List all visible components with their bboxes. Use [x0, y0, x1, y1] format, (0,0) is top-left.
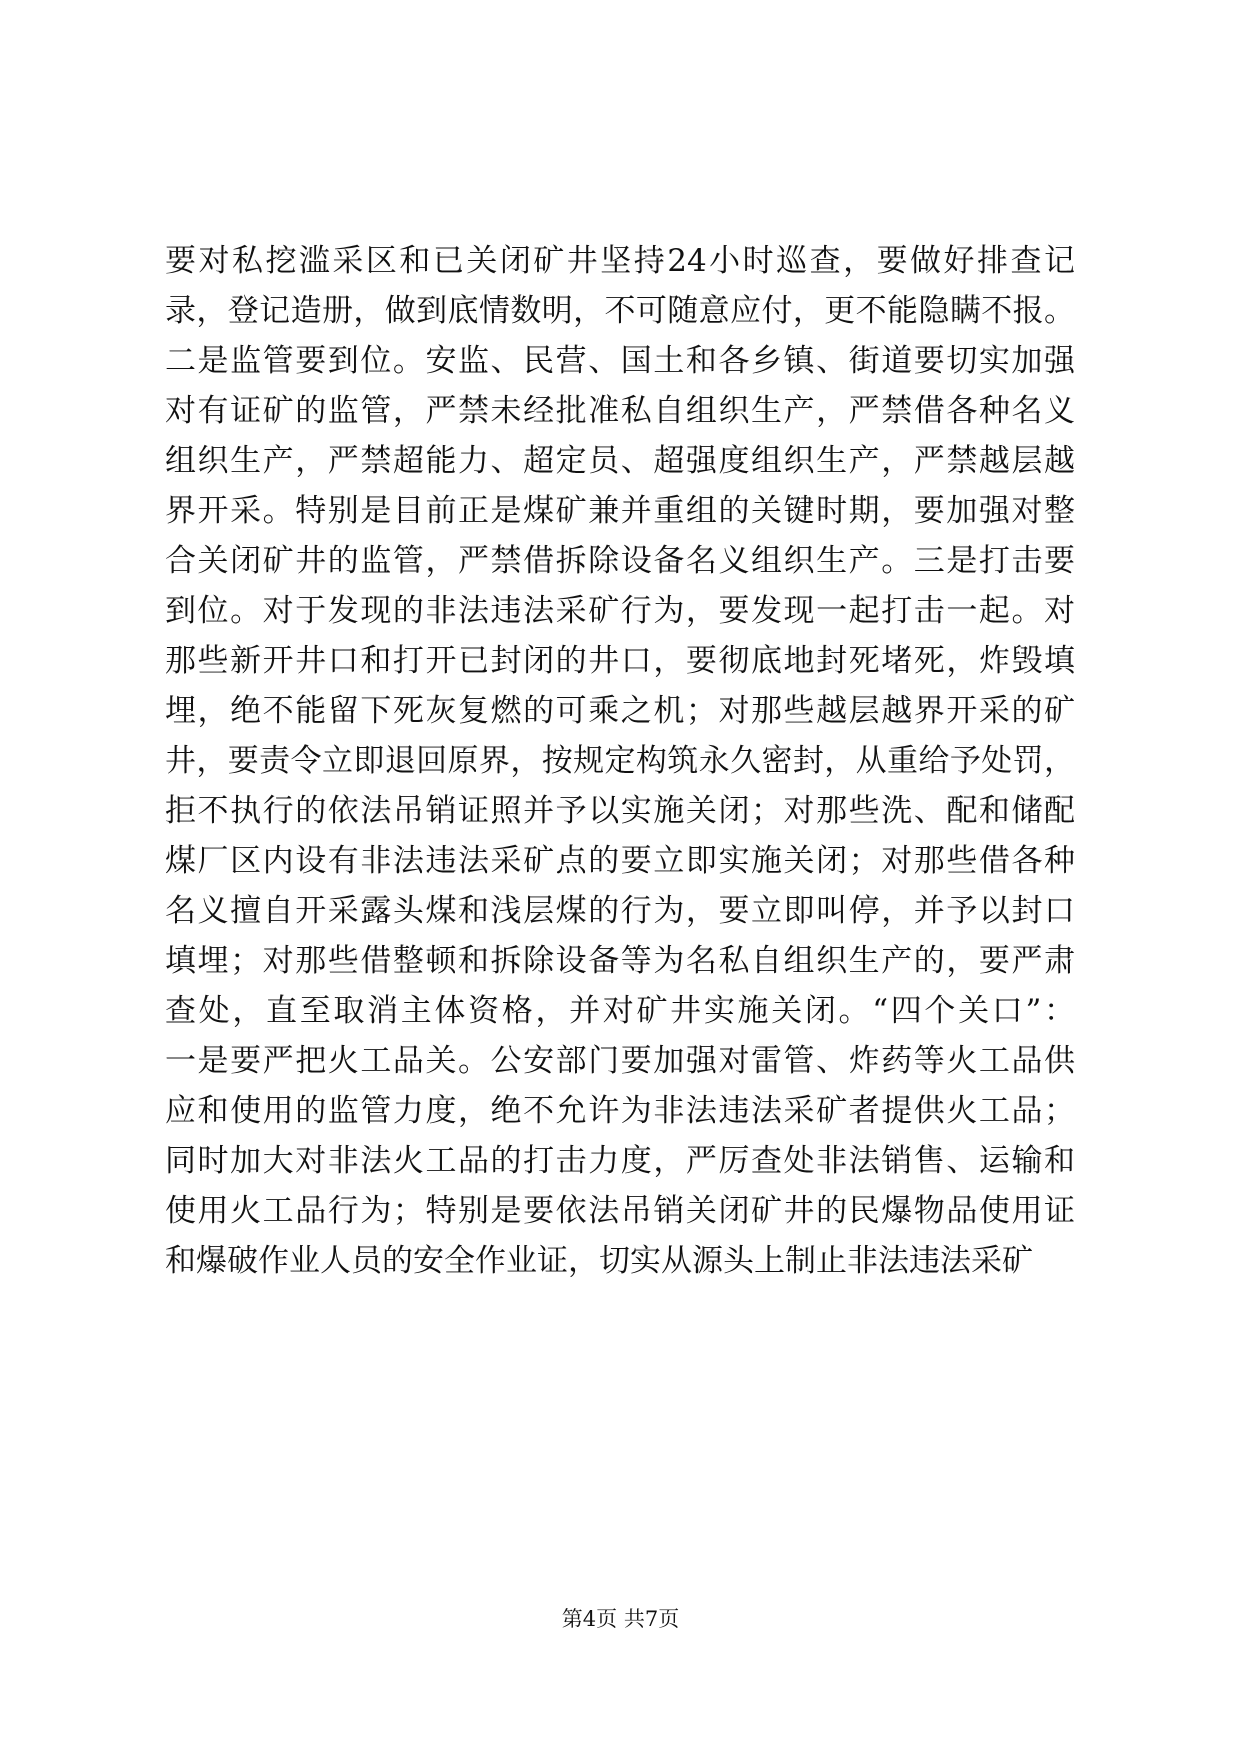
- text-line: 对有证矿的监管，严禁未经批准私自组织生产，严禁借各种名义: [165, 393, 1075, 429]
- text-line: 煤厂区内设有非法违法采矿点的要立即实施关闭；对那些借各种: [165, 843, 1075, 879]
- text-line: 应和使用的监管力度，绝不允许为非法违法采矿者提供火工品；: [165, 1093, 1075, 1129]
- text-line: 到位。对于发现的非法违法采矿行为，要发现一起打击一起。对: [165, 593, 1075, 629]
- page-footer: [0, 1604, 1241, 1634]
- text-line: 组织生产，严禁超能力、超定员、超强度组织生产，严禁越层越: [165, 443, 1075, 479]
- body-text: [165, 236, 1075, 1286]
- text-line: 要对私挖滥采区和已关闭矿井坚持24小时巡查，要做好排查记: [165, 243, 1075, 279]
- text-line: 二是监管要到位。安监、民营、国土和各乡镇、街道要切实加强: [165, 343, 1075, 379]
- text-line: 那些新开井口和打开已封闭的井口，要彻底地封死堵死，炸毁填: [165, 643, 1075, 679]
- page-number: 第4页 共7页: [561, 1607, 680, 1631]
- text-line: 录，登记造册，做到底情数明，不可随意应付，更不能隐瞒不报。: [165, 293, 1075, 329]
- text-line: 查处，直至取消主体资格，并对矿井实施关闭。“四个关口”：: [165, 993, 1075, 1029]
- text-line: 填埋；对那些借整顿和拆除设备等为名私自组织生产的，要严肃: [165, 943, 1075, 979]
- text-line: 和爆破作业人员的安全作业证，切实从源头上制止非法违法采矿: [165, 1243, 1033, 1279]
- text-line: 埋，绝不能留下死灰复燃的可乘之机；对那些越层越界开采的矿: [165, 693, 1075, 729]
- text-line: 拒不执行的依法吊销证照并予以实施关闭；对那些洗、配和储配: [165, 793, 1075, 829]
- text-line: 一是要严把火工品关。公安部门要加强对雷管、炸药等火工品供: [165, 1043, 1075, 1079]
- text-line: 合关闭矿井的监管，严禁借拆除设备名义组织生产。三是打击要: [165, 543, 1075, 579]
- text-line: 同时加大对非法火工品的打击力度，严厉查处非法销售、运输和: [165, 1143, 1075, 1179]
- text-line: 名义擅自开采露头煤和浅层煤的行为，要立即叫停，并予以封口: [165, 893, 1075, 929]
- text-line: 井，要责令立即退回原界，按规定构筑永久密封，从重给予处罚，: [165, 743, 1075, 779]
- text-line: 使用火工品行为；特别是要依法吊销关闭矿井的民爆物品使用证: [165, 1193, 1075, 1229]
- text-line: 界开采。特别是目前正是煤矿兼并重组的关键时期，要加强对整: [165, 493, 1075, 529]
